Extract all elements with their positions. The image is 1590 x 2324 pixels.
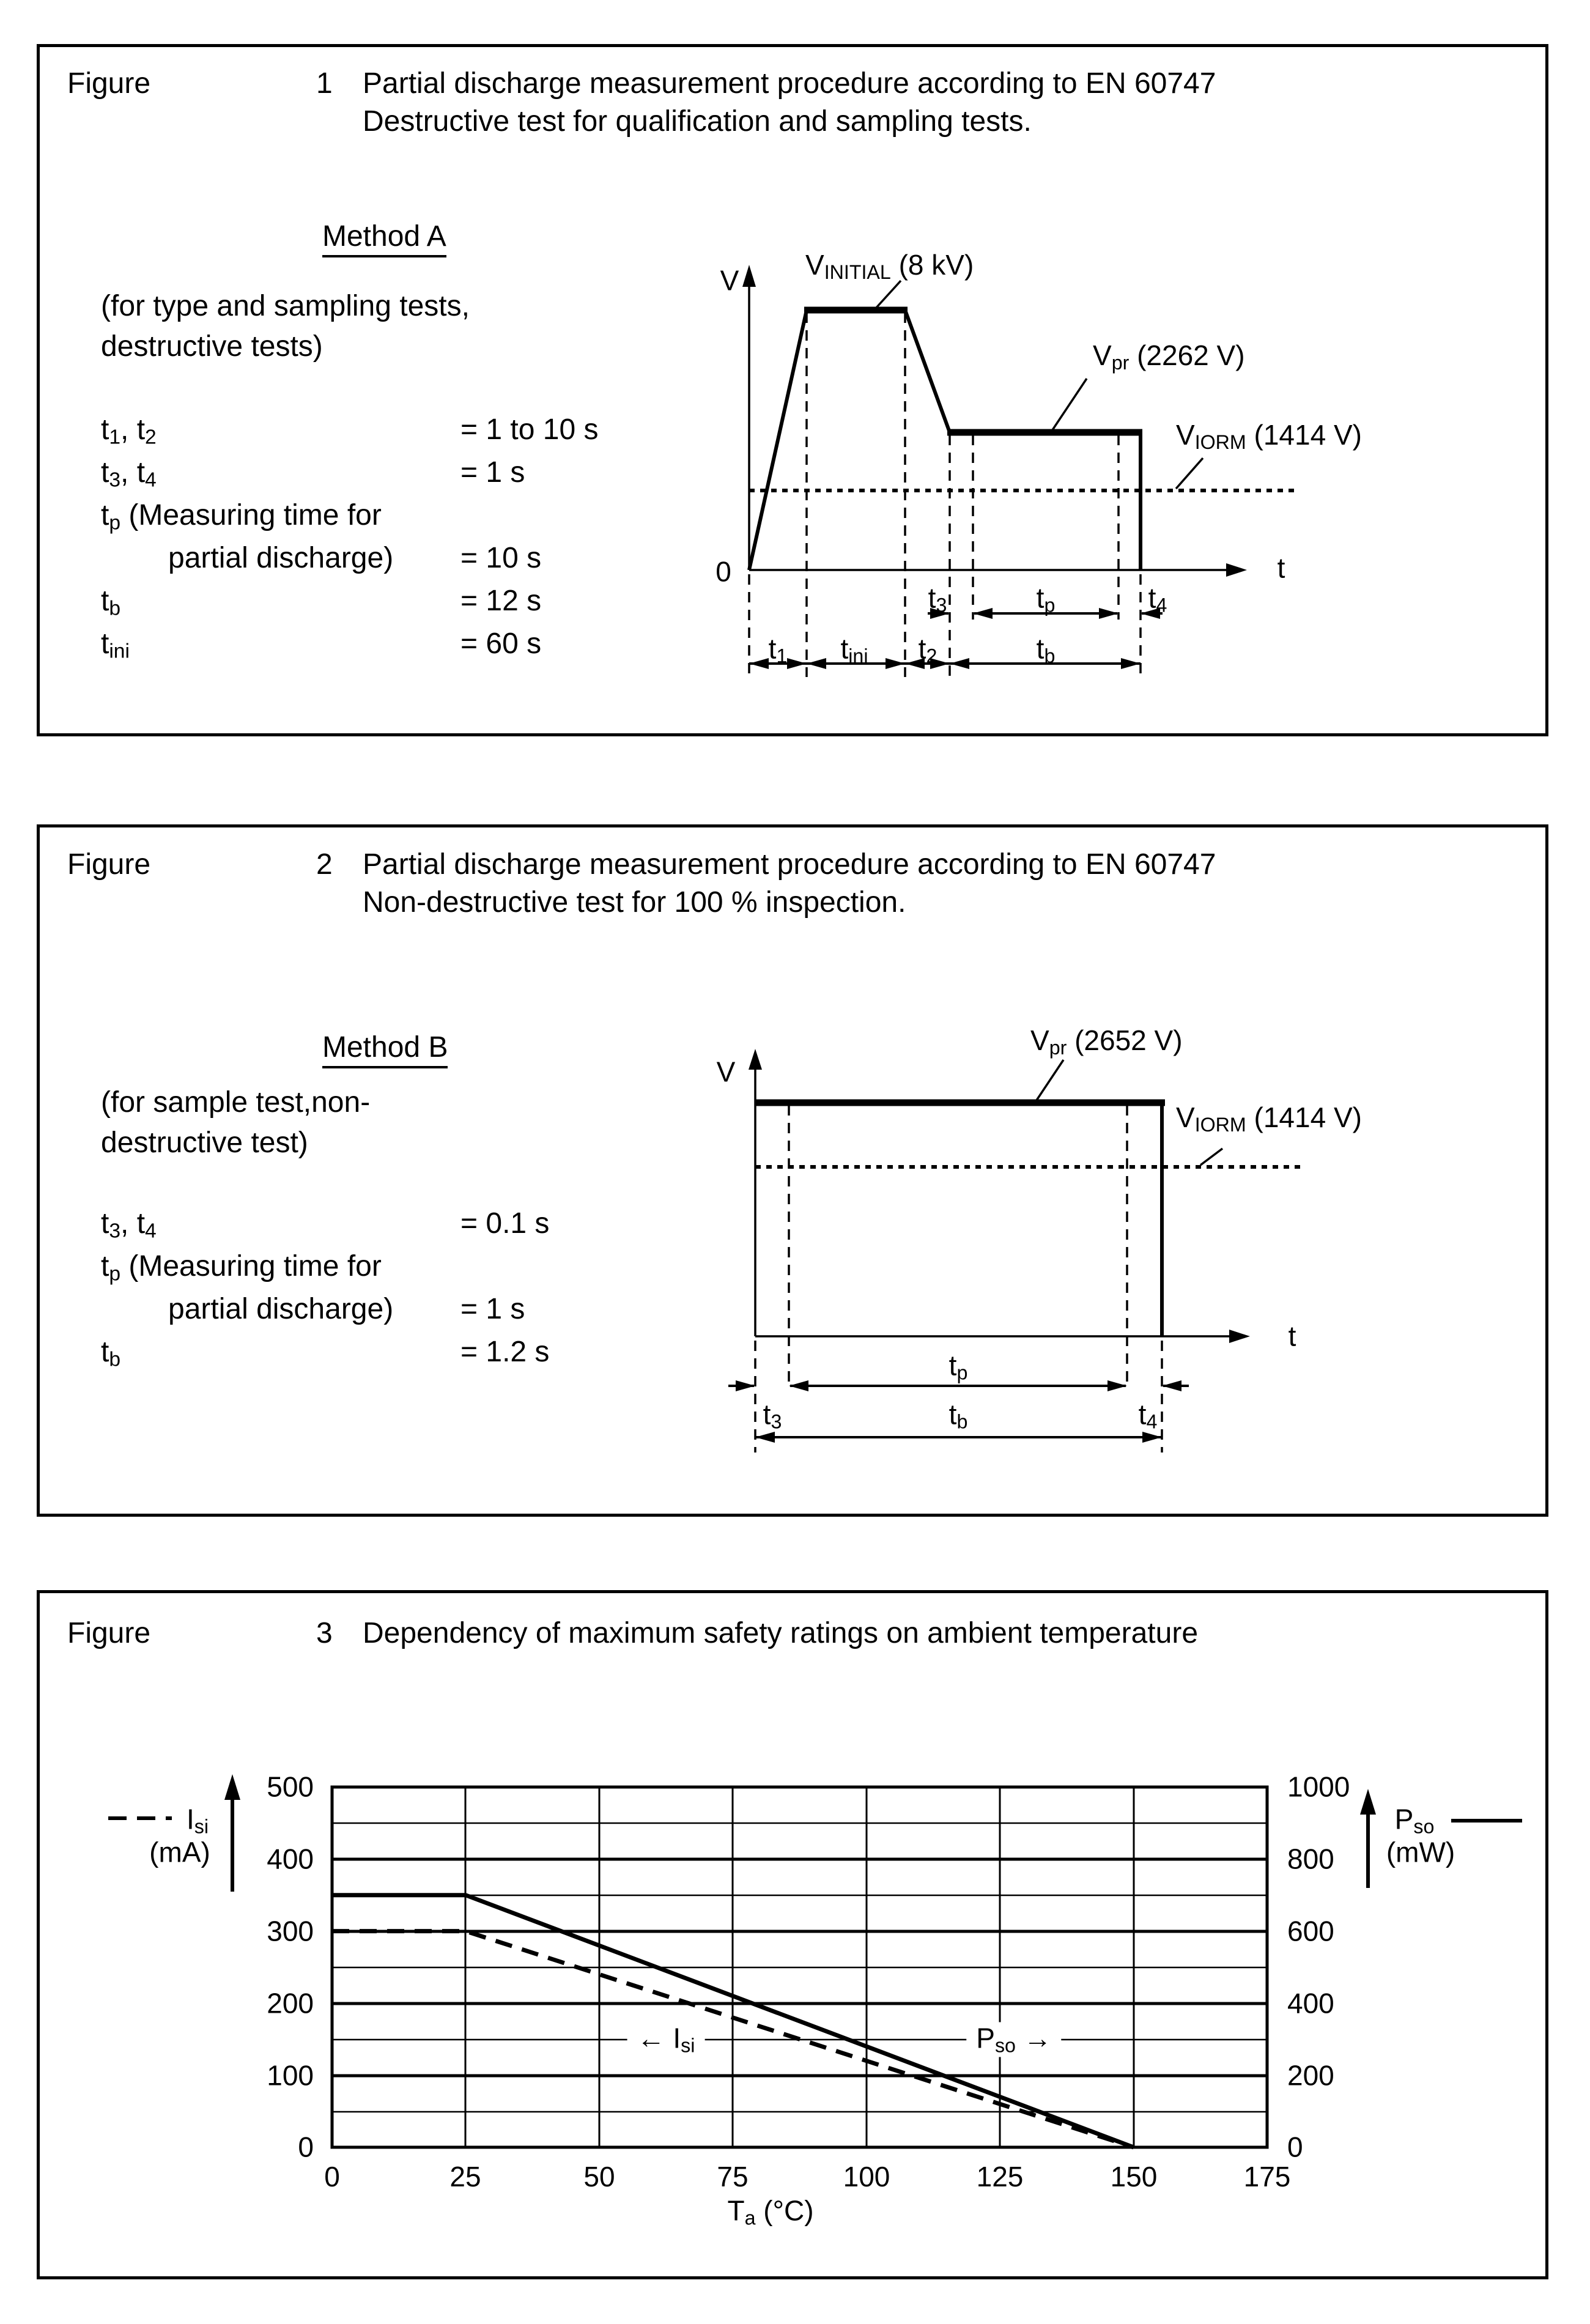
fig1-t4-label: t4 bbox=[1148, 582, 1167, 616]
isi-axis-up-arrow-icon bbox=[224, 1774, 240, 1800]
fig1-condition-line2: destructive tests) bbox=[101, 330, 323, 363]
fig2-param-label: t3, t4 bbox=[101, 1207, 157, 1243]
x-axis-title: Ta (°C) bbox=[727, 2194, 814, 2229]
fig1-tb-label: tb bbox=[1036, 632, 1056, 667]
fig1-tini-label: tini bbox=[840, 632, 868, 667]
fig1-timing-diagram bbox=[688, 249, 1551, 720]
figure2-title-line2: Non-destructive test for 100 % inspection. bbox=[363, 886, 906, 919]
fig2-param-label: tb bbox=[101, 1336, 121, 1371]
x-tick: 75 bbox=[717, 2161, 749, 2193]
isi-legend-name: Isi bbox=[186, 1803, 209, 1838]
x-tick: 125 bbox=[976, 2161, 1024, 2193]
fig1-param-label: t1, t2 bbox=[101, 413, 157, 449]
fig1-viorm-label: VIORM (1414 V) bbox=[1176, 419, 1362, 454]
fig2-condition-line2: destructive test) bbox=[101, 1127, 308, 1159]
y-left-tick: 400 bbox=[267, 1843, 314, 1875]
fig2-t3-label: t3 bbox=[763, 1398, 782, 1433]
fig2-tb-label: tb bbox=[948, 1398, 968, 1433]
figure3-number: 3 bbox=[316, 1617, 333, 1649]
y-left-tick: 200 bbox=[267, 1987, 314, 2019]
fig1-t-axis-label: t bbox=[1277, 552, 1285, 584]
x-tick: 50 bbox=[583, 2161, 615, 2193]
fig1-param-label: partial discharge) bbox=[168, 542, 394, 574]
fig1-param-value: = 10 s bbox=[460, 542, 542, 574]
fig1-param-value: = 12 s bbox=[460, 585, 542, 617]
fig2-t4-label: t4 bbox=[1138, 1398, 1158, 1433]
fig1-t3-label: t3 bbox=[928, 582, 947, 616]
y-right-tick: 0 bbox=[1287, 2131, 1303, 2163]
x-tick: 150 bbox=[1110, 2161, 1158, 2193]
fig2-timing-diagram bbox=[688, 1011, 1551, 1500]
fig2-tp-label: tp bbox=[948, 1349, 968, 1384]
fig2-param-label: partial discharge) bbox=[168, 1293, 394, 1325]
fig1-param-value: = 60 s bbox=[460, 627, 542, 660]
fig1-param-label: t3, t4 bbox=[101, 456, 157, 492]
y-left-tick: 500 bbox=[267, 1771, 314, 1803]
fig2-param-value: = 1 s bbox=[460, 1293, 525, 1325]
x-tick: 25 bbox=[449, 2161, 481, 2193]
y-left-tick: 300 bbox=[267, 1915, 314, 1947]
x-tick: 100 bbox=[843, 2161, 890, 2193]
fig1-vpr-label: Vpr (2262 V) bbox=[1093, 339, 1245, 374]
y-left-tick: 100 bbox=[267, 2059, 314, 2092]
fig1-param-label: tb bbox=[101, 585, 121, 620]
fig1-v-axis-label: V bbox=[720, 264, 739, 297]
y-right-tick: 1000 bbox=[1287, 1771, 1350, 1803]
fig2-viorm-label: VIORM (1414 V) bbox=[1176, 1101, 1362, 1136]
y-right-tick: 400 bbox=[1287, 1987, 1334, 2019]
fig1-param-value: = 1 to 10 s bbox=[460, 413, 599, 446]
figure3-label: Figure bbox=[67, 1617, 151, 1649]
isi-legend-unit: (mA) bbox=[149, 1836, 210, 1868]
y-right-tick: 200 bbox=[1287, 2059, 1334, 2092]
figure2-number: 2 bbox=[316, 848, 333, 881]
x-tick: 0 bbox=[324, 2161, 340, 2193]
x-tick: 175 bbox=[1243, 2161, 1291, 2193]
fig1-t2-label: t2 bbox=[918, 632, 937, 667]
isi-curve-annotation: ← Isi bbox=[627, 2022, 705, 2057]
pso-legend-unit: (mW) bbox=[1386, 1836, 1455, 1868]
fig2-v-axis-label: V bbox=[716, 1056, 736, 1088]
fig2-param-value: = 0.1 s bbox=[460, 1207, 550, 1240]
fig2-t-axis-label: t bbox=[1288, 1320, 1296, 1352]
fig1-param-label: tini bbox=[101, 627, 130, 663]
figure2-title-line1: Partial discharge measurement procedure according to EN 60747 bbox=[363, 848, 1216, 881]
fig1-t1-label: t1 bbox=[768, 632, 788, 667]
figure1-title-line1: Partial discharge measurement procedure according to EN 60747 bbox=[363, 67, 1216, 100]
y-right-tick: 600 bbox=[1287, 1915, 1334, 1947]
figure1-label: Figure bbox=[67, 67, 151, 100]
fig1-condition-line1: (for type and sampling tests, bbox=[101, 290, 470, 322]
figure1-panel bbox=[37, 44, 1548, 736]
figure1-title-line2: Destructive test for qualification and sampling tests. bbox=[363, 105, 1032, 138]
fig2-param-value: = 1.2 s bbox=[460, 1336, 550, 1368]
fig2-condition-line1: (for sample test,non- bbox=[101, 1086, 371, 1119]
figure3-title: Dependency of maximum safety ratings on ambient temperature bbox=[363, 1617, 1199, 1649]
pso-legend-name: Pso bbox=[1394, 1803, 1435, 1838]
method-a-heading: Method A bbox=[322, 220, 446, 257]
method-b-heading: Method B bbox=[322, 1031, 448, 1068]
pso-curve-annotation: Pso → bbox=[966, 2022, 1061, 2057]
fig1-vinitial-label: VINITIAL (8 kV) bbox=[805, 249, 974, 284]
pso-axis-up-arrow-icon bbox=[1360, 1789, 1376, 1815]
fig1-param-value: = 1 s bbox=[460, 456, 525, 489]
fig2-param-label: tp (Measuring time for bbox=[101, 1250, 382, 1286]
fig1-tp-label: tp bbox=[1036, 582, 1056, 616]
fig2-vpr-label: Vpr (2652 V) bbox=[1030, 1024, 1183, 1059]
figure2-label: Figure bbox=[67, 848, 151, 881]
figure2-panel bbox=[37, 824, 1548, 1517]
y-left-tick: 0 bbox=[298, 2131, 314, 2163]
fig1-param-label: tp (Measuring time for bbox=[101, 499, 382, 535]
fig1-origin-label: 0 bbox=[716, 555, 731, 588]
figure3-panel bbox=[37, 1590, 1548, 2279]
y-right-tick: 800 bbox=[1287, 1843, 1334, 1875]
figure1-number: 1 bbox=[316, 67, 333, 100]
